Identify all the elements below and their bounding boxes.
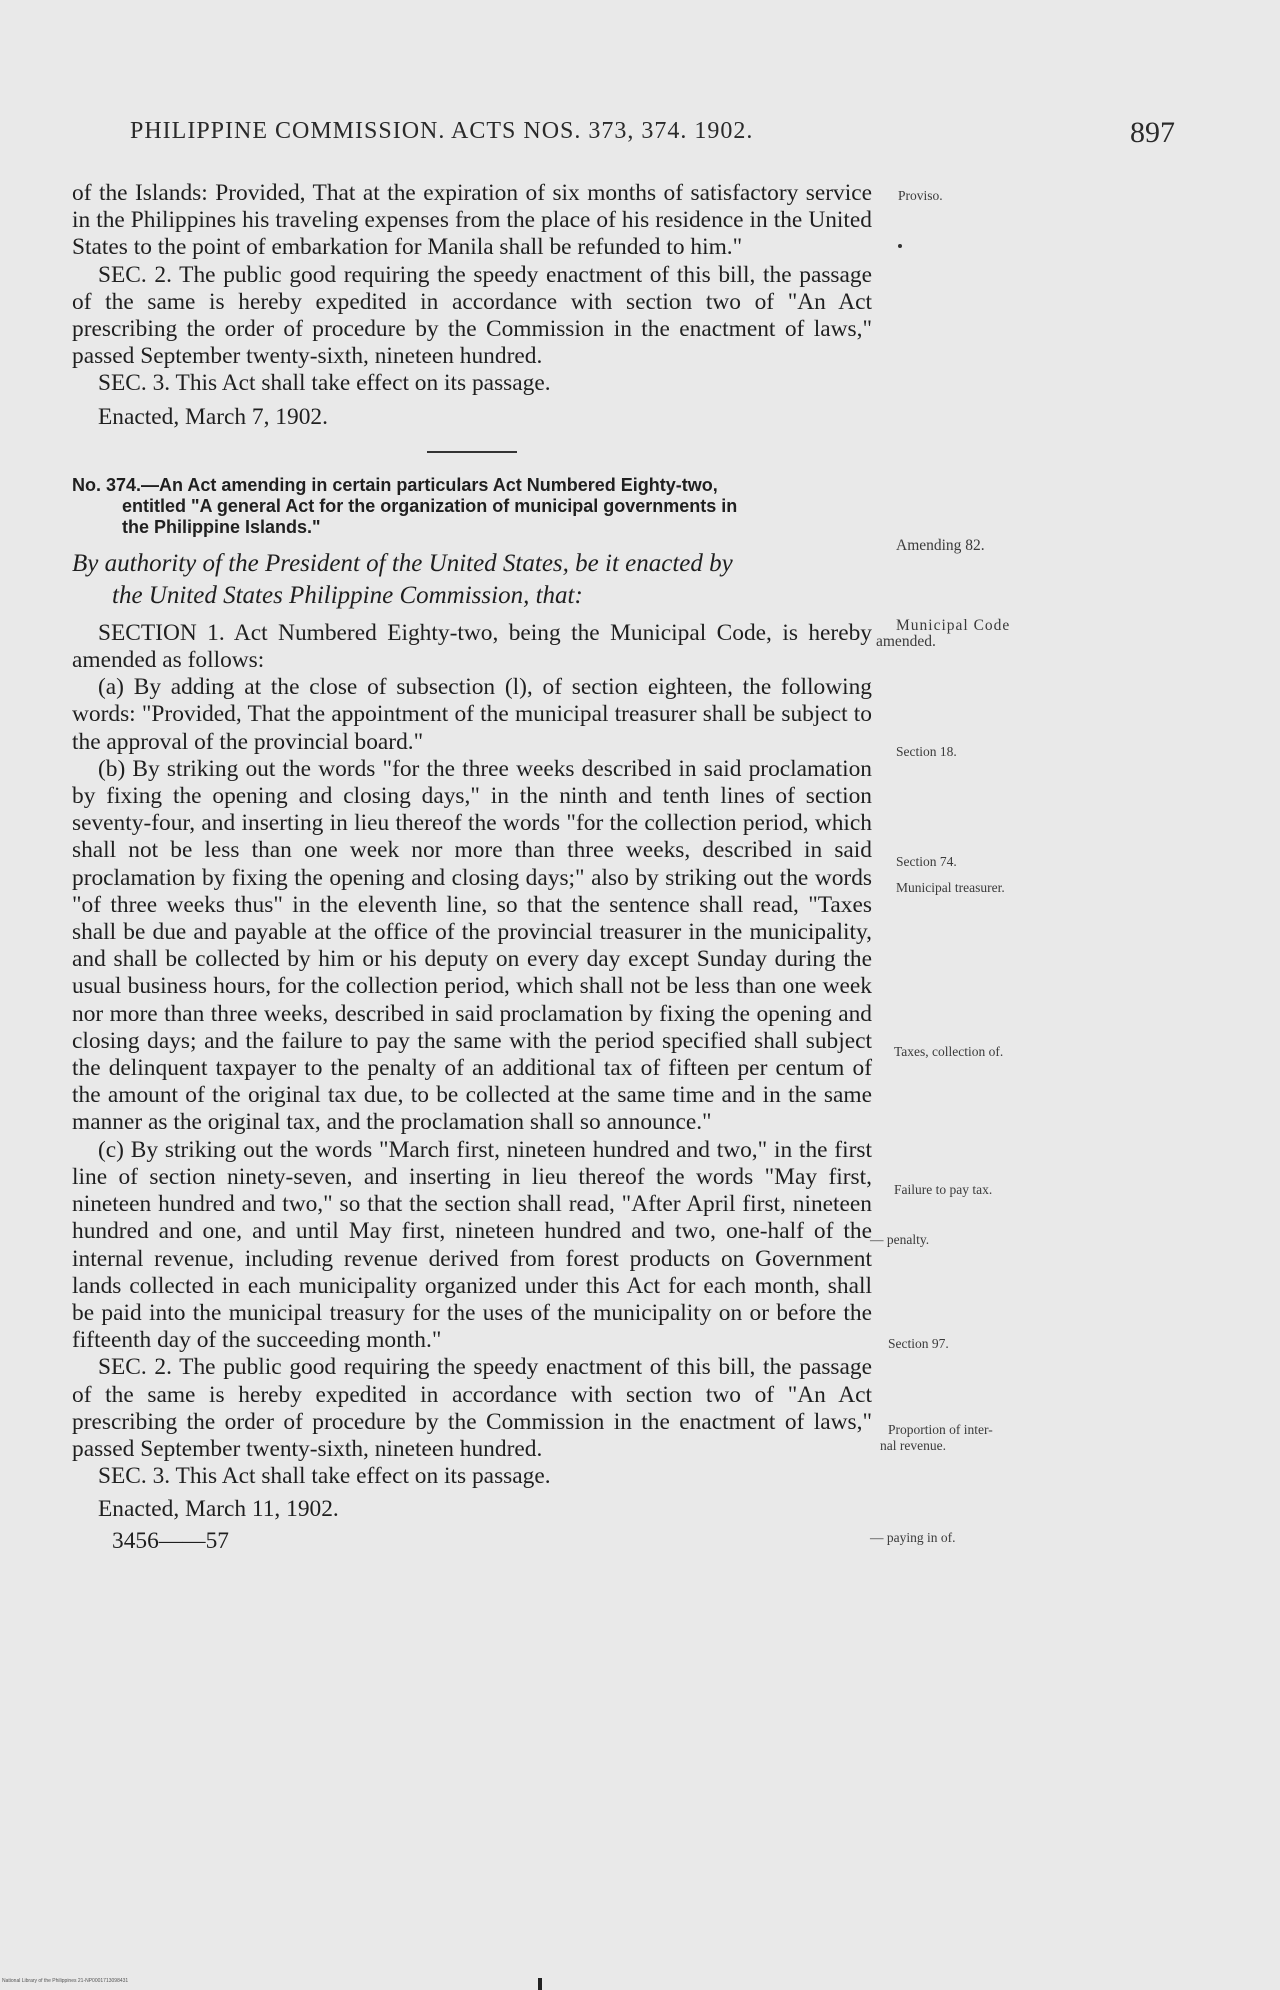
printer-signature: 3456——57 [112,1527,229,1554]
paragraph-section1: SECTION 1. Act Numbered Eighty-two, being the Municipal Code, is hereby amended as follows: [72,619,872,674]
margin-dot [898,244,902,248]
page-number: 897 [1130,116,1175,149]
footer-archive-text: National Library of the Philippines 21-NP0001713098431 [2,1978,129,1984]
paragraph-b: (b) By striking out the words "for the three weeks described in said proclamation by fixing the opening and closing days," in the ninth and tenth lines of section seventy-four, and inserting in lieu thereof the words "for the collection period, which shall not be less than one week nor more than three weeks, described in said proclamation by fixing the opening and closing days;" also by striking out the words "of three weeks thus" in the eleventh line, so that the sentence shall read, "Taxes shall be due and payable at the office of the provincial treasurer in the municipality, and shall be collected by him or his deputy on every day except Sunday during the usual business hours, for the collection period, which shall not be less than one week nor more than three weeks, described in said proclamation by fixing the opening and closing days; and the failure to pay the same with the period specified shall subject the delinquent taxpayer to the penalty of an additional tax of fifteen per centum of the amount of the original tax due, to be collected at the same time and in the same manner as the original tax, and the proclamation shall so announce." [72,755,872,1136]
sidenote-proviso: Proviso. [898,188,943,203]
spine-mark [538,1978,542,1990]
sidenote-municipal-code: Municipal Code [896,617,1011,634]
act-374-title [72,475,872,538]
act-374-title-line1: No. 374.—An Act amending in certain particulars Act Numbered Eighty-two, [72,474,718,495]
paragraph-sec2-act374: SEC. 2. The public good requiring the speedy enactment of this bill, the passage of the same is hereby expedited in accordance with section two of "An Act prescribing the order of procedure by the Commission in the enactment of laws," passed September twenty-sixth, nineteen hundred. [72,1354,872,1462]
sidenote-taxes-collection: Taxes, collection of. [894,1044,1004,1059]
enacting-line2: the United States Philippine Commission, that: [112,581,583,609]
paragraph-proviso: of the Islands: Provided, That at the expiration of six months of satisfactory service in the Philippines his traveling expenses from the place of his residence in the United States to the point of embarkation for Manila shall be refunded to him." [72,180,872,261]
sidenote-section-18: Section 18. [896,744,957,759]
sidenote-municipal-treasurer: Municipal treasurer. [896,880,1005,895]
enacting-line1: By authority of the President of the United States, be it enacted by [72,549,733,577]
sidenote-failure-to-pay: Failure to pay tax. [894,1182,993,1197]
sidenote-penalty: — penalty. [870,1232,930,1247]
paragraph-a: (a) By adding at the close of subsection (l), of section eighteen, the following words: "Provided, That the appointment of the municipal treasurer shall be subject to the approval of the provincial board." [72,674,872,755]
running-head: PHILIPPINE COMMISSION. ACTS NOS. 373, 374. 1902. [130,118,754,144]
sidenote-paying-in: — paying in of. [870,1530,956,1545]
paragraph-sec3-act374: SEC. 3. This Act shall take effect on its passage. [98,1463,551,1490]
body-text [72,180,872,1555]
sidenote-amending: Amending 82. [896,537,985,554]
sidenote-proportion: Proportion of inter- [888,1422,993,1437]
enacted-act374: Enacted, March 11, 1902. [98,1496,339,1523]
sidenote-section-97: Section 97. [888,1336,949,1351]
enacted-act373: Enacted, March 7, 1902. [98,403,328,430]
section-divider [427,451,517,453]
paragraph-sec2-act373: SEC. 2. The public good requiring the speedy enactment of this bill, the passage of the same is hereby expedited in accordance with section two of "An Act prescribing the order of procedure by the Commission in the enactment of laws," passed September twenty-sixth, nineteen hundred. [72,261,872,370]
sidenote-amended: amended. [876,633,936,650]
paragraph-sec3-act373: SEC. 3. This Act shall take effect on its passage. [98,370,551,397]
enacting-clause [72,548,872,612]
act-374-title-line2: entitled "A general Act for the organization of municipal governments in [122,495,738,516]
act-374-title-line3: the Philippine Islands." [122,516,321,537]
paragraph-c: (c) By striking out the words "March first, nineteen hundred and two," in the first line of section ninety-seven, and inserting in lieu thereof the words "May first, nineteen hundred and two," so that the section shall read, "After April first, nineteen hundred and one, and until May first, nineteen hundred and two, one-half of the internal revenue, including revenue derived from forest products on Government lands collected in each municipality organized under this Act for each month, shall be paid into the municipal treasury for the uses of the municipality on or before the fifteenth day of the succeeding month." [72,1136,872,1354]
sidenote-section-74: Section 74. [896,854,957,869]
sidenote-nal-revenue: nal revenue. [880,1438,946,1453]
